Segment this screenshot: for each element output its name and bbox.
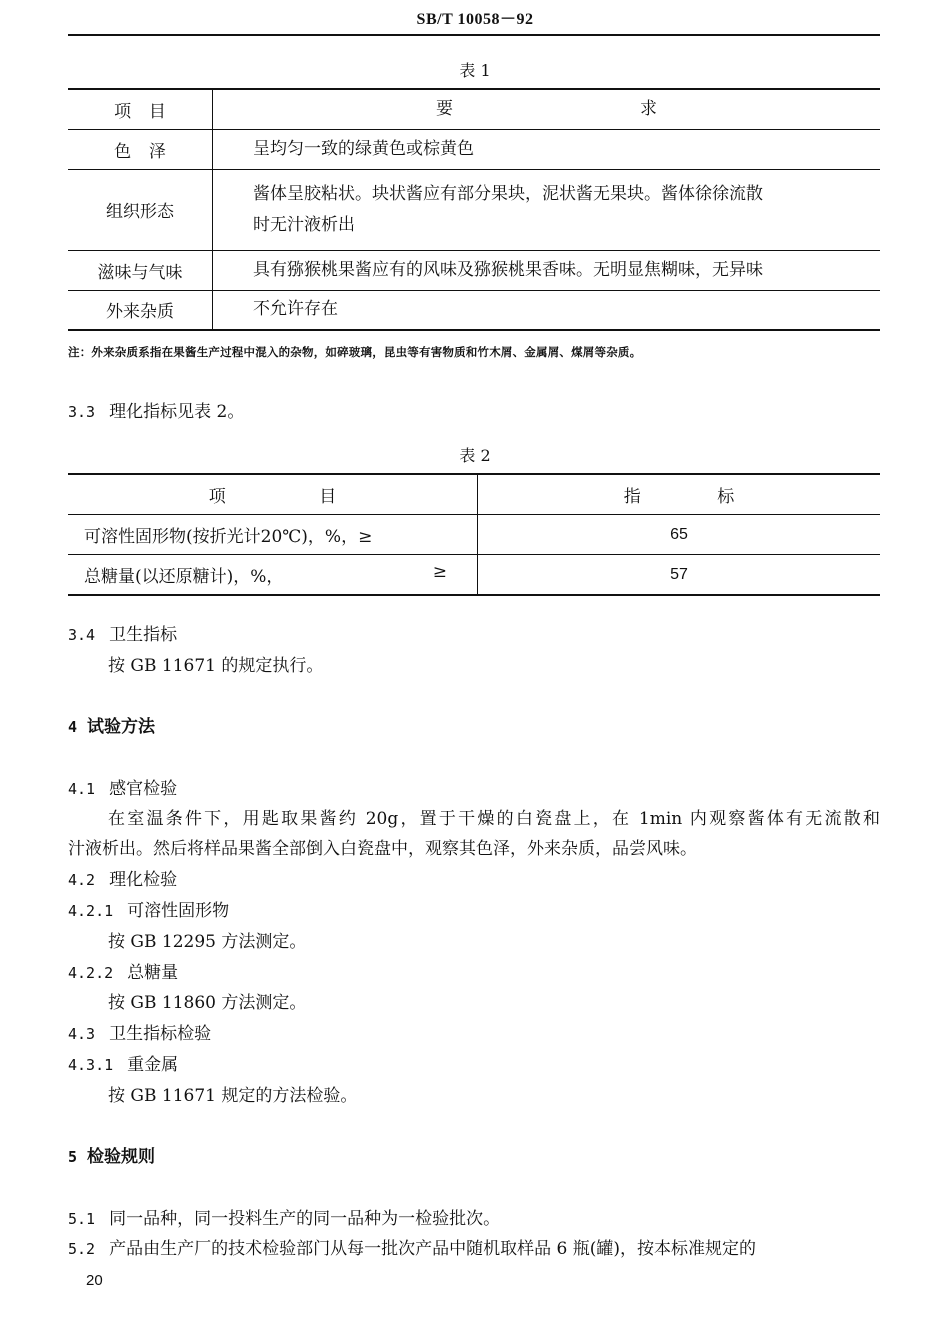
clause-4-1-title: 4.1 感官检验 bbox=[68, 779, 178, 799]
clause-3-4-body: 按 GB 11671 的规定执行。 bbox=[108, 656, 324, 676]
table-row bbox=[68, 515, 880, 555]
table2-caption: 表 2 bbox=[459, 446, 491, 465]
clause-5-2: 5.2 产品由生产厂的技术检验部门从每一批次产品中随机取样品 6 瓶(罐)，按本标准规定的 bbox=[68, 1239, 756, 1259]
clause-3-4-title: 3.4 卫生指标 bbox=[68, 625, 178, 645]
table1-requirement: 不允许存在 bbox=[253, 299, 338, 320]
table1-header-item: 项目 bbox=[68, 89, 213, 129]
table2 bbox=[68, 473, 880, 596]
table1 bbox=[68, 88, 880, 331]
standard-number: SB/T 10058－92 bbox=[416, 11, 534, 28]
table1-item: 色泽 bbox=[68, 129, 213, 169]
clause-4-2-1-body: 按 GB 12295 方法测定。 bbox=[108, 932, 307, 952]
clause-5-1: 5.1 同一品种，同一投料生产的同一品种为一检验批次。 bbox=[68, 1209, 501, 1229]
table1-caption: 表 1 bbox=[459, 61, 491, 80]
table1-header-requirement: 要求 bbox=[213, 89, 881, 129]
table1-item: 滋味与气味 bbox=[68, 250, 213, 290]
table1-header-row bbox=[68, 89, 880, 129]
clause-3-3: 3.3 理化指标见表 2。 bbox=[68, 402, 245, 422]
header-rule bbox=[68, 34, 880, 36]
table2-value: 57 bbox=[670, 565, 688, 583]
table-row bbox=[68, 169, 880, 250]
clause-4-2-1-title: 4.2.1 可溶性固形物 bbox=[68, 901, 230, 921]
table1-item: 外来杂质 bbox=[68, 290, 213, 330]
table-row bbox=[68, 250, 880, 290]
table1-requirement bbox=[213, 169, 881, 250]
table1-requirement: 具有猕猴桃果酱应有的风味及猕猴桃果香味。无明显焦糊味，无异味 bbox=[213, 250, 881, 290]
table-row bbox=[68, 290, 880, 330]
table1-requirement: 呈均匀一致的绿黄色或棕黄色 bbox=[213, 129, 881, 169]
clause-4-3-1-body: 按 GB 11671 规定的方法检验。 bbox=[108, 1086, 358, 1106]
table2-header-row bbox=[68, 474, 880, 515]
clause-4-3-title: 4.3 卫生指标检验 bbox=[68, 1024, 212, 1044]
clause-4-1-line1: 在室温条件下，用匙取果酱约 20g，置于干燥的白瓷盘上，在 1min 内观察酱体有无流散和 bbox=[108, 809, 880, 829]
table2-item: 可溶性固形物(按折光计20℃)，%，≥ bbox=[68, 515, 478, 555]
table2-item: 总糖量(以还原糖计)，%， ≥ bbox=[68, 555, 478, 596]
requirement-line: 酱体呈胶粘状。块状酱应有部分果块，泥状酱无果块。酱体徐徐流散 bbox=[253, 183, 763, 204]
clause-4-2-2-title: 4.2.2 总糖量 bbox=[68, 963, 179, 983]
table2-header-item: 项目 bbox=[68, 474, 478, 515]
table1-item: 组织形态 bbox=[68, 169, 213, 250]
table2-value: 65 bbox=[478, 515, 881, 555]
table2-symbol: ≥ bbox=[432, 562, 447, 582]
table-row bbox=[68, 555, 880, 596]
clause-4-2-title: 4.2 理化检验 bbox=[68, 870, 178, 890]
table2-header-value: 指标 bbox=[478, 474, 881, 515]
clause-4-2-2-body: 按 GB 11860 方法测定。 bbox=[108, 993, 307, 1013]
clause-4-1-line2: 汁液析出。然后将样品果酱全部倒入白瓷盘中，观察其色泽，外来杂质，品尝风味。 bbox=[68, 839, 697, 859]
clause-4-3-1-title: 4.3.1 重金属 bbox=[68, 1055, 179, 1075]
section-4-title: 4 试验方法 bbox=[68, 717, 156, 737]
section-5-title: 5 检验规则 bbox=[68, 1147, 156, 1167]
table1-note: 注：外来杂质系指在果酱生产过程中混入的杂物，如碎玻璃，昆虫等有害物质和竹木屑、金属屑、煤屑等杂质。 bbox=[68, 345, 642, 359]
requirement-line: 时无汁液析出 bbox=[253, 214, 355, 235]
page-number: 20 bbox=[86, 1272, 103, 1289]
table-row bbox=[68, 129, 880, 169]
